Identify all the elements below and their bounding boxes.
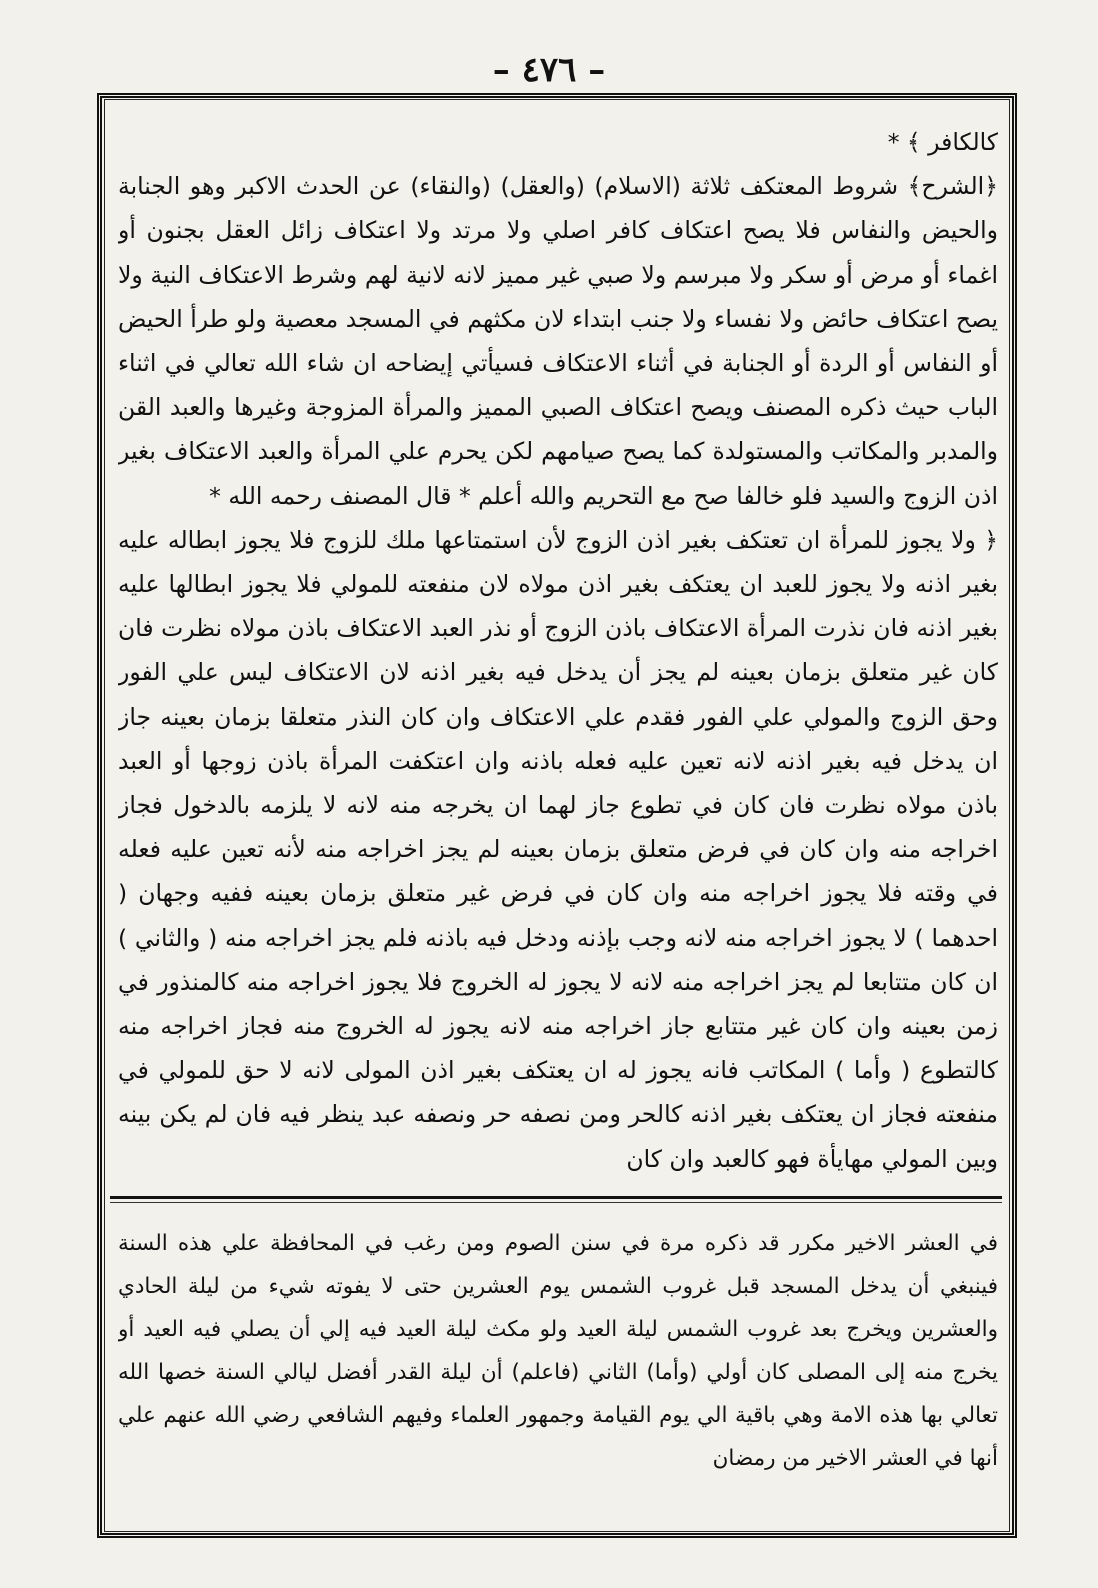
footnote-paragraph: في العشر الاخير مكرر قد ذكره مرة في سنن الصوم ومن رغب في المحافظة علي هذه السنة فينبغي أن يدخل المسجد قبل غروب الشمس يوم العشرين حتى لا يفوته شيء من ليلة الحادي والعشرين ويخرج بعد غروب الشمس ليلة العيد ولو مكث ليلة العيد فيه إلي أن يصلي فيه العيد أو يخرج منه إلى المصلى كان أولي (وأما) الثاني (فاعلم) أن ليلة القدر أفضل ليالي السنة خصها الله تعالي بها هذه الامة وهي باقية الي يوم القيامة وجمهور العلماء وفيهم الشافعي رضي الله عنهم علي أنها في العشر الاخير من رمضان (118, 1231, 998, 1471)
main-paragraph: كالكافر ﴾ * (887, 128, 998, 156)
main-text-body (118, 120, 998, 1180)
main-paragraph: ﴿ ولا يجوز للمرأة ان تعتكف بغير اذن الزوج لأن استمتاعها ملك للزوج فلا يجوز ابطاله عليه بغير اذنه ولا يجوز للعبد ان يعتكف بغير اذن مولاه لان منفعته للمولي فلا يجوز ابطالها عليه بغير اذنه فان نذرت المرأة الاعتكاف باذن الزوج أو نذر العبد الاعتكاف باذن مولاه نظرت فان كان غير متعلق بزمان بعينه لم يجز أن يدخل فيه بغير اذنه لان الاعتكاف ليس علي الفور وحق الزوج والمولي علي الفور فقدم علي الاعتكاف وان كان النذر متعلقا بزمان بعينه جاز ان يدخل فيه بغير اذنه لانه تعين عليه فعله باذنه وان اعتكفت المرأة باذن زوجها أو العبد باذن مولاه نظرت فان كان في تطوع جاز لهما ان يخرجه منه لانه لا يلزمه بالدخول فجاز اخراجه منه وان كان في فرض متعلق بزمان بعينه لم يجز اخراجه منه لأنه تعين عليه فعله في وقته فلا يجوز اخراجه منه وان كان في فرض غير متعلق بزمان بعينه ففيه وجهان ( احدهما ) لا يجوز اخراجه منه لانه وجب بإذنه ودخل فيه باذنه فلم يجز اخراجه منه ( والثاني ) ان كان متتابعا لم يجز اخراجه منه لانه لا يجوز له الخروج فلا يجوز اخراجه منه كالمنذور في زمن بعينه وان كان غير متتابع جاز اخراجه منه لانه يجوز له الخروج منه فجاز اخراجه منه كالتطوع ( وأما ) المكاتب فانه يجوز له ان يعتكف بغير اذن المولى لانه لا حق للمولي في منفعته فجاز ان يعتكف بغير اذنه كالحر ومن نصفه حر ونصفه عبد ينظر فيه فان لم يكن بينه وبين المولي مهايأة فهو كالعبد وان كان (118, 525, 998, 1173)
footnote-body (118, 1222, 998, 1522)
footnote-separator (110, 1196, 1002, 1199)
page-number: – ٤٧٦ – (492, 50, 606, 90)
footnote-separator-thin (110, 1202, 1002, 1203)
main-paragraph: ﴿الشرح﴾ شروط المعتكف ثلاثة (الاسلام) (والعقل) (والنقاء) عن الحدث الاكبر وهو الجنابة والحيض والنفاس فلا يصح اعتكاف كافر اصلي ولا مرتد ولا اعتكاف زائل العقل بجنون أو اغماء أو مرض أو سكر ولا مبرسم ولا صبي غير مميز لانه لانية لهم وشرط الاعتكاف النية ولا يصح اعتكاف حائض ولا نفساء ولا جنب ابتداء لان مكثهم في المسجد معصية ولو طرأ الحيض أو النفاس أو الردة أو الجنابة في أثناء الاعتكاف فسيأتي إيضاحه ان شاء الله تعالي في اثناء الباب حيث ذكره المصنف ويصح اعتكاف الصبي المميز والمرأة المزوجة وغيرها والعبد القن والمدبر والمكاتب والمستولدة كما يصح صيامهم لكن يحرم علي المرأة والعبد الاعتكاف بغير اذن الزوج والسيد فلو خالفا صح مع التحريم والله أعلم * قال المصنف رحمه الله * (118, 172, 998, 510)
